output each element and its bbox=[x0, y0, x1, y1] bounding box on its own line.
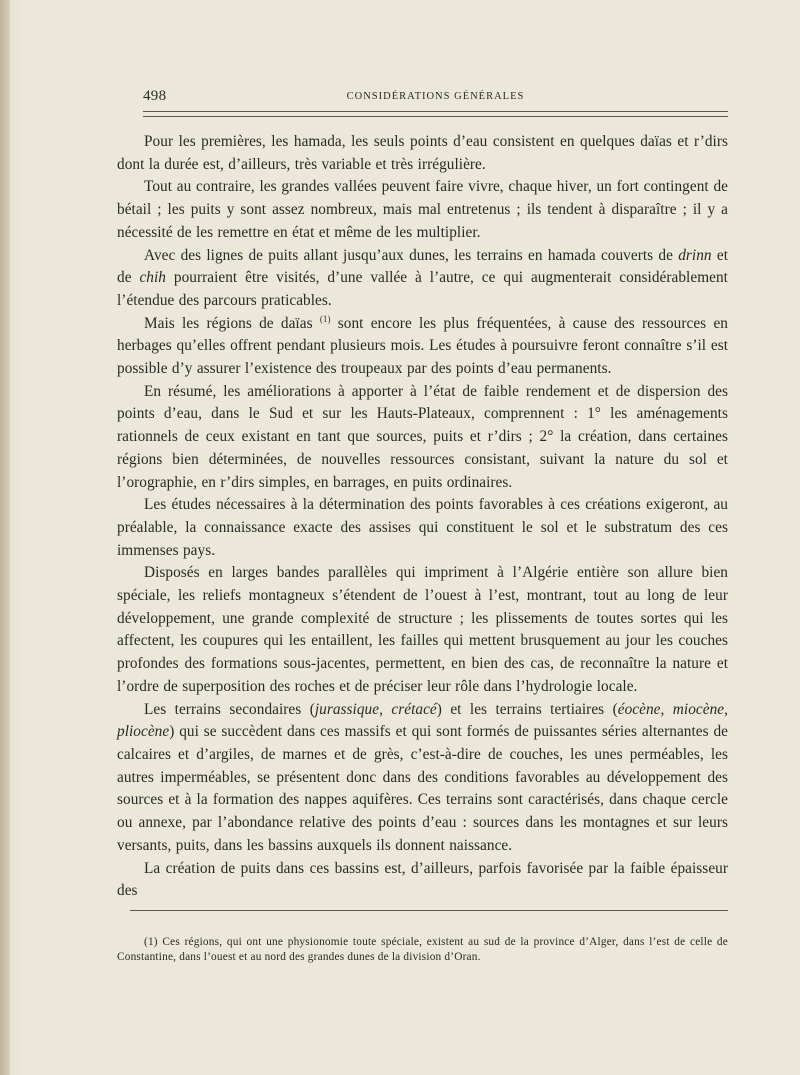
footnote-reference: (1) bbox=[319, 313, 331, 324]
paragraph bbox=[117, 858, 728, 903]
italic-text: drinn bbox=[678, 246, 712, 264]
text-run: Pour les premières, les hamada, les seuls points d’eau consistent en quelques daïas et r’dirs dont la durée est, d’ailleurs, très variable et très irrégulière. bbox=[117, 133, 728, 173]
italic-text: éocène, miocène, pliocène bbox=[117, 700, 728, 741]
italic-text: chih bbox=[139, 269, 166, 287]
paragraph bbox=[117, 562, 728, 698]
footnote: (1) Ces régions, qui ont une physionomie toute spéciale, existent au sud de la province d’Alger, dans l’est de celle de Constantine, dans l’ouest et au nord des grandes dunes de la division d’Oran. bbox=[117, 936, 728, 964]
text-run: sont encore les plus fréquentées, à cause des ressources en herbages qu’elles offrent pendant plusieurs mois. Les études à poursuivre feront connaître s’il est possible d’y assurer l’existence des troupeaux par des points d’eau permanents. bbox=[117, 314, 728, 378]
body-text bbox=[117, 131, 728, 903]
text-run: et de bbox=[117, 246, 728, 287]
paragraph bbox=[117, 131, 728, 176]
running-title: CONSIDÉRATIONS GÉNÉRALES bbox=[346, 91, 525, 102]
page-binding-edge bbox=[0, 0, 10, 1075]
paragraph bbox=[117, 494, 728, 562]
header-rule bbox=[143, 111, 728, 117]
text-run: pourraient être visités, d’une vallée à l’autre, ce qui augmenterait considérablement l’étendue des parcours praticables. bbox=[117, 269, 728, 309]
text-run: Disposés en larges bandes parallèles qui impriment à l’Algérie entière son allure bien spéciale, les reliefs montagneux s’étendent de l’ouest à l’est, montrant, tout au long de leur développement, une grande complexité de structure ; les plissements de toutes sortes qui les affectent, les coupures qui les entaillent, les failles qui mettent brusquement au jour les couches profondes des formations sous-jacentes, permettent, en bien des cas, de reconnaître la nature et l’ordre de superposition des roches et de préciser leur rôle dans l’hydrologie locale. bbox=[117, 564, 728, 695]
text-run: Les études nécessaires à la détermination des points favorables à ces créations exigeront, au préalable, la connaissance exacte des assises qui constituent le sol et le substratum des ces immenses pays. bbox=[117, 496, 728, 559]
paragraph bbox=[117, 176, 728, 244]
text-run: La création de puits dans ces bassins est, d’ailleurs, parfois favorisée par la faible épaisseur des bbox=[117, 859, 728, 900]
paragraph bbox=[117, 381, 728, 495]
paragraph bbox=[117, 699, 728, 858]
text-run: Les terrains secondaires ( bbox=[144, 700, 315, 718]
paragraph bbox=[117, 313, 728, 381]
page-number: 498 bbox=[143, 88, 167, 104]
paragraph bbox=[117, 245, 728, 313]
text-run: ) qui se succèdent dans ces massifs et qui sont formés de puissantes séries alternantes de calcaires et d’argiles, de marnes et de grès, c’est-à-dire de couches, les unes perméables, les autres imperméables, se présentent donc dans des conditions favorables au développement des sources et à la formation des nappes aquifères. Ces terrains sont caractérisés, dans chaque cercle ou annexe, par l’abondance relative des points d’eau : sources dans les montagnes et sur leurs versants, puits, dans les bassins auxquels ils donnent naissance. bbox=[117, 723, 728, 854]
footnote-rule bbox=[130, 910, 728, 911]
page-header bbox=[143, 88, 728, 108]
text-run: Mais les régions de daïas bbox=[144, 314, 320, 332]
italic-text: jurassique, crétacé bbox=[314, 700, 437, 718]
text-run: Tout au contraire, les grandes vallées peuvent faire vivre, chaque hiver, un fort contingent de bétail ; les puits y sont assez nombreux, mais mal entretenus ; ils tendent à disparaître ; il y a nécessité de les remettre en état et même de les multiplier. bbox=[117, 178, 728, 241]
text-run: Avec des lignes de puits allant jusqu’aux dunes, les terrains en hamada couverts de bbox=[144, 246, 679, 264]
text-run: ) et les terrains tertiaires ( bbox=[436, 700, 618, 718]
text-run: En résumé, les améliorations à apporter à l’état de faible rendement et de dispersion des points d’eau, dans le Sud et sur les Hauts-Plateaux, comprennent : 1° les aménagements rationnels de ceux existant en tant que sources, puits et r’dirs ; 2° la création, dans certaines régions bien déterminées, de nouvelles ressources consistant, suivant la nature du sol et l’orographie, en r’dirs simples, en barrages, en puits ordinaires. bbox=[117, 382, 728, 491]
